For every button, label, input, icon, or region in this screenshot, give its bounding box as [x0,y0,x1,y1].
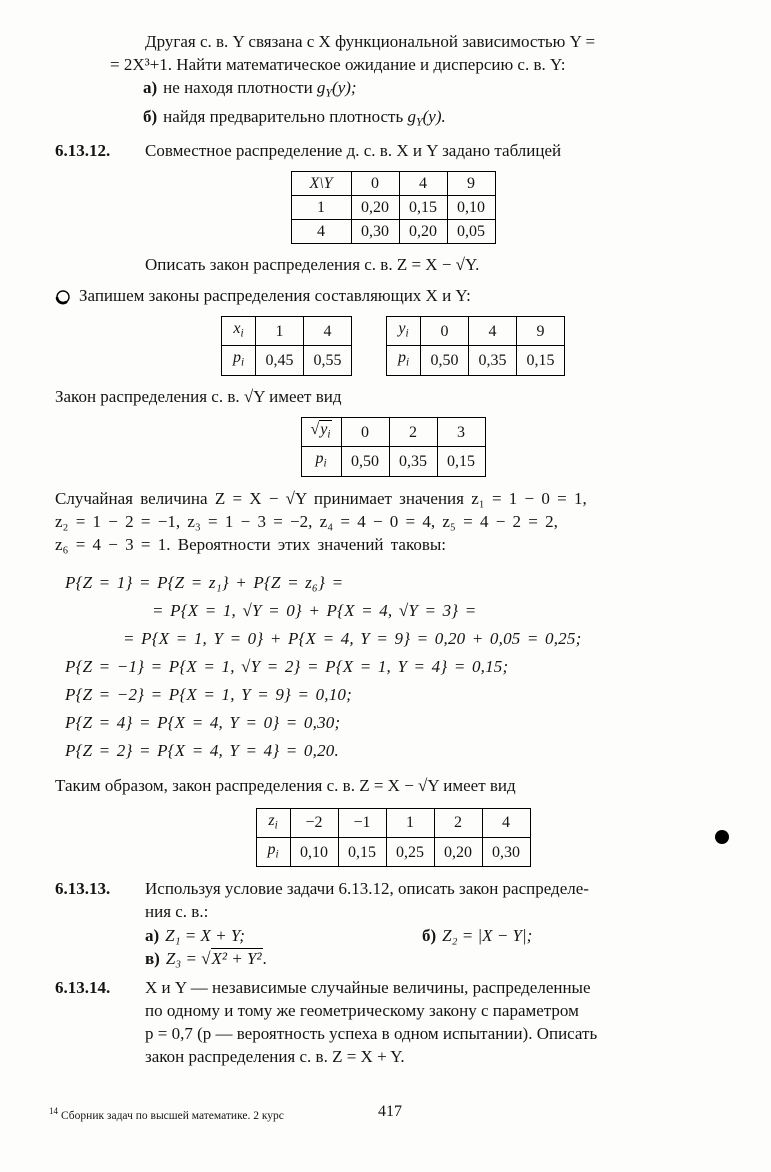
table-cell [301,417,341,446]
footnote-text: Сборник задач по высшей математике. 2 курс [61,1109,284,1122]
solution-intro-text: Запишем законы распределения составляющих X и Y: [79,286,471,306]
sqrt-table-block [55,417,731,477]
equation-line: P{Z = −2} = P{X = 1, Y = 9} = 0,10; [65,684,352,704]
table-cell [222,317,256,346]
table-cell: 0 [341,417,389,446]
table-cell: −2 [290,808,338,837]
table-row [301,447,485,476]
table-cell: 2 [389,417,437,446]
problem-6-13-13 [55,877,731,970]
list-item-a [145,924,422,947]
list-item-v [145,947,731,970]
table-cell [387,346,421,375]
page-footer [49,1100,731,1130]
text-line: Другая с. в. Y связана с X функциональной зависимостью Y = [145,32,596,51]
variable: p [315,450,324,468]
solution-paragraph [55,487,731,556]
table-cell: 0,10 [447,196,495,220]
joint-table-block [55,171,731,244]
x-distribution-table [221,316,352,376]
problem-text: p = 0,7 (p — вероятность успеха в одном испытании). Описать [145,1024,598,1044]
variable-subscript: i [405,356,410,369]
subitems-row [145,924,731,947]
y-distribution-table [386,316,565,376]
problem-text: ния с. в.: [145,902,209,922]
item-label: б) [143,106,158,126]
table-cell: X\Y [291,172,351,196]
table-cell: 4 [482,808,530,837]
radicand: X² + Y² [211,949,262,969]
item-formula: Z₂ = |X − Y|; [442,926,533,946]
table-cell: 0,15 [517,346,565,375]
list-item-b [143,105,731,134]
table-row [291,172,495,196]
problem-text: Совместное распределение д. с. в. X и Y задано таблицей [145,141,562,161]
sqrt-y-distribution-table [301,417,486,477]
table-cell: 0,10 [290,837,338,866]
problem-6-13-14 [55,976,731,1068]
equation-line: = P{X = 1, Y = 0} + P{X = 4, Y = 9} = 0,20 + 0,05 = 0,25; [123,628,582,648]
problem-6-13-12 [55,139,731,162]
table-cell: 1 [256,317,304,346]
text-line: = 2X³+1. Найти математическое ожидание и дисперсию с. в. Y: [110,55,566,74]
table-cell: 0,50 [421,346,469,375]
table-row [301,417,485,446]
item-label: в) [145,949,160,969]
table-cell: 0,35 [389,447,437,476]
footnote [49,1105,284,1123]
radicand [319,420,331,441]
radical-sign: √ [310,420,320,438]
table-cell: 1 [291,196,351,220]
text-line: z₂ = 1 − 2 = −1, z₃ = 1 − 3 = −2, z₄ = 4 − 0 = 4, z₅ = 4 − 2 = 2, [55,511,558,531]
variable-subscript: i [275,848,279,861]
table-cell: 2 [434,808,482,837]
item-text: найдя предварительно плотность [163,106,408,126]
table-cell [301,447,341,476]
variable-subscript: Y [325,85,333,100]
table-cell: 9 [447,172,495,196]
variable: g [316,78,326,97]
table-cell: 0,30 [351,220,399,244]
problem-number: 6.13.13. [55,879,111,899]
text-line: Таким образом, закон распределения с. в. Z = X − √Y имеет вид [55,775,516,795]
table-cell: 9 [517,317,565,346]
table-row [222,346,352,375]
item-label: б) [422,926,437,946]
table-row [291,196,495,220]
table-cell: 0,15 [338,837,386,866]
table-cell [222,346,256,375]
table-cell [256,837,290,866]
variable-subscript: i [405,327,409,340]
joint-distribution-table [291,171,496,244]
variable-subscript: Y [416,114,423,129]
table-row [387,346,565,375]
item-formula: Z₁ = X + Y; [165,926,245,946]
table-cell: −1 [338,808,386,837]
list-item-b [422,924,532,947]
table-cell: 0,15 [399,196,447,220]
variable-subscript: i [323,457,327,470]
problem-continuation [110,30,731,133]
problem-number: 6.13.14. [55,978,111,998]
equation-line: = P{X = 1, √Y = 0} + P{X = 4, √Y = 3} = [152,600,477,620]
table-cell [256,808,290,837]
table-cell: 0 [421,317,469,346]
table-row [256,808,530,837]
table-cell: 0,25 [386,837,434,866]
item-label: а) [145,926,160,946]
table-cell: 4 [291,220,351,244]
variable-subscript: i [240,327,244,340]
item-label: а) [143,78,158,97]
text-line: Случайная величина Z = X − √Y принимает значения z₁ = 1 − 0 = 1, [55,488,587,508]
item-text: (y). [422,106,446,126]
problem-text: X и Y — независимые случайные величины, распределенные [145,978,591,998]
table-cell: 0,05 [447,220,495,244]
problem-text: Используя условие задачи 6.13.12, описать закон распределе- [145,879,589,899]
list-item-a [143,76,731,105]
table-cell: 4 [304,317,352,346]
variable-subscript: i [240,356,245,369]
marginal-tables-block [55,316,731,376]
table-cell: 0,20 [399,220,447,244]
item-formula: . [262,949,267,969]
variable: g [407,106,416,126]
table-cell: 0,15 [437,447,485,476]
equation-line: P{Z = 1} = P{Z = z₁} + P{Z = z₆} = [65,572,344,592]
radical-sign: √ [201,949,211,969]
table-cell: 0,20 [434,837,482,866]
probability-equations [55,569,731,765]
variable-subscript: i [327,428,331,441]
table-cell: 4 [399,172,447,196]
z-table-block [55,808,731,868]
solution-start [55,284,731,307]
equation-line: P{Z = 2} = P{X = 4, Y = 4} = 0,20. [65,740,339,760]
table-row [387,317,565,346]
item-text: (y); [332,78,357,97]
text-line: Закон распределения с. в. √Y имеет вид [55,386,342,406]
problem-text: закон распределения с. в. Z = X + Y. [145,1047,405,1067]
variable: y [320,420,328,438]
table-cell: 0,30 [482,837,530,866]
variable: z [268,811,275,829]
solution-end-icon [715,830,729,844]
item-text: не находя плотности [163,78,317,97]
table-row [291,220,495,244]
variable: x [233,320,241,338]
table-cell: 0,50 [341,447,389,476]
variable: p [397,349,406,367]
problem-task: Описать закон распределения с. в. Z = X − √Y. [145,255,480,275]
equation-line: P{Z = −1} = P{X = 1, √Y = 2} = P{X = 1, Y = 4} = 0,15; [65,656,509,676]
z-distribution-table [256,808,531,868]
item-formula: Z₃ = [165,949,202,969]
table-cell: 0,55 [304,346,352,375]
problem-number: 6.13.12. [55,141,111,161]
footnote-mark: 14 [49,1106,58,1116]
variable: y [398,320,406,338]
table-cell: 4 [469,317,517,346]
table-row [256,837,530,866]
variable-subscript: i [274,818,278,831]
table-row [222,317,352,346]
page-number: 417 [378,1103,402,1120]
solution-start-icon [55,288,71,304]
problem-text: по одному и тому же геометрическому закону с параметром [145,1001,579,1021]
table-cell: 0,35 [469,346,517,375]
table-cell: 0,20 [351,196,399,220]
variable: p [232,349,241,367]
equation-line: P{Z = 4} = P{X = 4, Y = 0} = 0,30; [65,712,341,732]
table-cell [387,317,421,346]
table-cell: 1 [386,808,434,837]
table-cell: 0 [351,172,399,196]
variable: p [267,840,276,858]
table-cell: 3 [437,417,485,446]
table-cell: 0,45 [256,346,304,375]
text-line: z₆ = 4 − 3 = 1. Вероятности этих значений таковы: [55,534,447,554]
